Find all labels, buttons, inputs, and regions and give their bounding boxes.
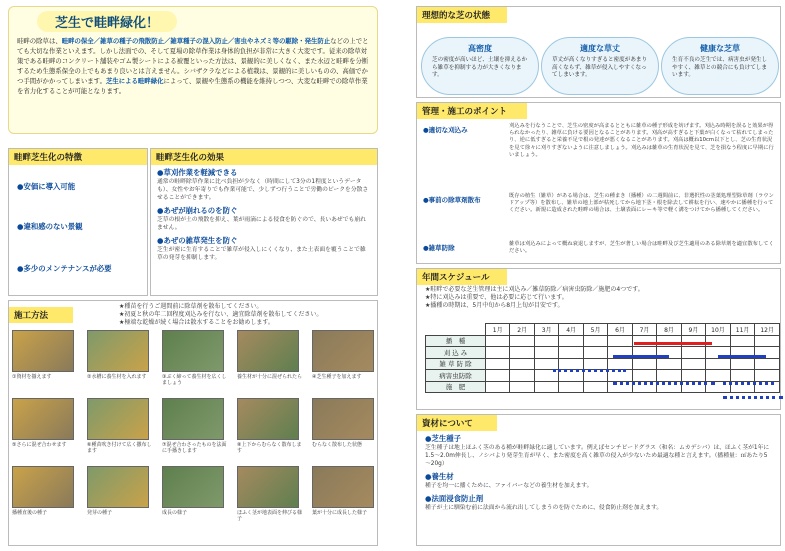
- method-caption: 発芽の種子: [87, 510, 113, 516]
- method-photo: [312, 330, 374, 372]
- month-header: 9月: [681, 324, 705, 336]
- material-text: 種子を均一に播くために、ファイバーなどの養生材を加えます。: [425, 483, 593, 489]
- mgmt-heading: ●雑草防除: [423, 244, 455, 252]
- month-header: 2月: [510, 324, 534, 336]
- method-photo: [87, 466, 149, 508]
- effect-heading: ●あぜの雑草発生を防ぐ: [157, 236, 238, 245]
- effects-title: 畦畔芝生化の効果: [151, 149, 377, 165]
- method-caption: ⑤さらに混ぜ合わせます: [12, 442, 67, 448]
- method-caption: むらなく散布した状態: [312, 442, 363, 448]
- method-caption: ⑦混ぜ合わさったものを法面に手播きします: [162, 442, 227, 454]
- schedule-row-label: 施 肥: [426, 381, 486, 393]
- month-header: 1月: [485, 324, 509, 336]
- method-caption: ④芝生種子を加えます: [312, 374, 362, 380]
- method-caption: 養生材が十分に混ぜられたら: [237, 374, 303, 380]
- feature-item: ●安価に導入可能: [17, 182, 76, 191]
- method-photo: [312, 398, 374, 440]
- material-heading: ●法面浸食防止剤: [425, 494, 484, 503]
- month-header: 12月: [755, 324, 780, 336]
- method-caption: 葉が十分に成長した様子: [312, 510, 368, 516]
- method-photo: [237, 330, 299, 372]
- schedule-row-label: 雑 草 防 除: [426, 358, 486, 370]
- mgmt-title: 管理・施工のポイント: [417, 103, 527, 119]
- schedule-bar: [723, 382, 774, 385]
- month-header: 3月: [534, 324, 558, 336]
- month-header: 4月: [559, 324, 583, 336]
- schedule-card: [416, 268, 781, 410]
- method-photo: [87, 398, 149, 440]
- method-caption: ②水槽に養生材を入れます: [87, 374, 147, 380]
- schedule-bar: [613, 355, 670, 358]
- ideal-item: 健康な芝草 生育不良の芝生では、病害虫が発生しやすく、雑草との競合にも負けてしまいます。: [661, 37, 779, 95]
- method-photo: [12, 330, 74, 372]
- month-header: 8月: [657, 324, 681, 336]
- month-header: 11月: [730, 324, 755, 336]
- method-caption: ③ぶく締って養生材を広くしましょう: [162, 374, 227, 386]
- method-photo: [87, 330, 149, 372]
- effect-text: 芝草の根が土の飛散を抑え、葉が雨滴による侵食を防ぐので、長いあぜでも崩れません。: [157, 217, 366, 231]
- intro-text: 畦畔の除草は、畦畔の保全／雑草の種子の飛散防止／雑草種子の混入防止／害虫やネズミ等の駆除・発生防止などの上でとても大切な作業といえます。しかし法面での、そして夏場の除草作業は身体的負担が非常に大きく大変です。従来の除草対策である畦畔のコンクリート舗装やゴム製シートによる被覆といった方法は、景観的に美しくなく、また水辺と畦畔を分断するため生態系保全の上でもあまり良いとは言えません。シバザクラなどによる植栽は、景観的に美しいものの、高価でかつ手間がかかってしまいます。芝生による畦畔緑化によって、景観や生態系の機能を維持しつつ、大変な畦畔での除草作業を省力化することが可能となります。: [17, 37, 369, 95]
- schedule-row-label: 病害虫防除: [426, 370, 486, 382]
- method-caption: 播種直後の種子: [12, 510, 48, 516]
- month-header: 5月: [583, 324, 607, 336]
- method-caption: ほふく茎が地表面を伸びる様子: [237, 510, 303, 522]
- effect-text: 通常の畦畔除草作業に比べ負担が少なく（時間にして3分の1程度というデータも）、女性やお年寄りでも作業可能で、少しずつ行うことで労働のピークを分散させることができます。: [157, 179, 369, 201]
- mgmt-heading: ●適切な刈込み: [423, 126, 468, 134]
- mgmt-card: [416, 102, 781, 264]
- effect-heading: ●あぜが崩れるのを防ぐ: [157, 206, 238, 215]
- schedule-table-wrap: [425, 323, 780, 393]
- method-notes: ★種苗を行うご週間前に除草剤を散布してください。 ★初夏と秋の年二回程度刈込みを行ない、適宜除草剤を散布してください。 ★極端な乾燥が続く場合は散水することをお勧めします。: [119, 303, 323, 326]
- mgmt-text: 既存の植生（雑草）がある場合は、芝生の種まき（播種）の二週間前に、非選択性の茎葉処理型除草剤（ラウンドアップ等）を散布し、雑草の地上部が枯死してから地下茎・根を除去して耕耘を行い、速やかに播種を行ってください。新規に造成された畦畔の場合は、土壌表面にレーキ等で軽く溝をつけてから播種してください。: [509, 193, 774, 214]
- mgmt-text: 刈込みを行なうことで、芝生の密度が高まるとともに雑草の種子形成を妨げます。刈込み時期を誤ると効果が得られなかったり、雑草に負ける要因となることがあります。刈高が高すぎると下葉が白くなって枯れてしまったり、逆に低すぎると栄養不足で根の発達が悪くなることがあります。刈高は概ね10cm以下とし、芝の生育状況を見て徐々に刈りすぎないように注意しましょう。刈込みは雑草の生育状況を見て、芝を損なう程度に早期に行いましょう。: [509, 123, 774, 158]
- effect-heading: ●草刈作業を軽減できる: [157, 168, 238, 177]
- method-photo: [162, 398, 224, 440]
- method-photo: [162, 330, 224, 372]
- ideal-item: 適度な草丈 草丈が高くなりすぎると密度があまり高くならず、雑草が侵入しやすくなってしまいます。: [541, 37, 659, 95]
- method-photo: [12, 398, 74, 440]
- ideal-card: [416, 6, 781, 98]
- method-title: 施工方法: [9, 307, 73, 323]
- ideal-item: 高密度 芝の密度が高いほど、土壌を抑えるから雑草を抑制する力が大きくなります。: [421, 37, 539, 95]
- effect-text: 芝生が密に生育することで雑草が侵入しにくくなり、また土表面を覆うことで雑草の発芽を抑制します。: [157, 247, 366, 261]
- schedule-bar: [553, 369, 626, 372]
- mgmt-heading: ●事前の除草剤散布: [423, 196, 481, 204]
- features-card: [8, 148, 148, 296]
- intro-panel: [8, 6, 378, 134]
- material-text: 芝生種子は地上ほふく茎のある種が畦畔緑化に適しています。例えばセンチピードグラス（和名：ムカデシバ）は、ほふく茎が1年に1.5～2.0m伸長し、ノシバより発芽生育が早く、また密度を高く雑草の侵入が少ないため最適な種と言えます。（播種量：㎡あたり5～20g）: [425, 445, 770, 467]
- method-caption: ①資材を揃えます: [12, 374, 52, 380]
- schedule-bar: [634, 342, 712, 345]
- schedule-bar: [613, 382, 716, 385]
- material-text: 種子が土に馴染む前に法面から流れ出してしまうのを防ぐために、侵食防止剤を加えます。: [425, 505, 663, 511]
- schedule-bar: [718, 355, 767, 358]
- feature-item: ●多少のメンテナンスが必要: [17, 264, 112, 273]
- schedule-title: 年間スケジュール: [417, 269, 507, 285]
- materials-card: [416, 414, 781, 546]
- material-heading: ●養生材: [425, 472, 454, 481]
- schedule-bar: [723, 396, 782, 399]
- method-photo: [12, 466, 74, 508]
- features-title: 畦畔芝生化の特徴: [9, 149, 147, 165]
- intro-title: 芝生で畦畔緑化！: [37, 11, 177, 32]
- method-photo: [312, 466, 374, 508]
- method-caption: ⑧上下からむらなく散布します: [237, 442, 302, 454]
- effects-card: [150, 148, 378, 296]
- feature-item: ●違和感のない景観: [17, 222, 83, 231]
- schedule-row-label: 刈 込 み: [426, 347, 486, 359]
- ideal-title: 理想的な芝の状態: [417, 7, 507, 23]
- method-photo: [162, 466, 224, 508]
- schedule-notes: ★畦畔で必要な芝生管理は主に刈込み／雑草防除／病害虫防除／施肥の4つです。 ★特に刈込みは重要で、他は必要に応じて行います。 ★播種の時期は、5月中旬から8月上旬が目安です。: [425, 286, 644, 309]
- method-caption: 成長の様子: [162, 510, 188, 516]
- schedule-row-label: 播 種: [426, 335, 486, 347]
- materials-title: 資材について: [417, 415, 497, 431]
- method-caption: ⑥種苗吹き付けて広く撒布します: [87, 442, 152, 454]
- method-photo: [237, 398, 299, 440]
- month-header: 6月: [608, 324, 632, 336]
- month-header: 10月: [706, 324, 731, 336]
- material-heading: ●芝生種子: [425, 434, 462, 443]
- mgmt-text: 雑草は刈込みによって概ね衰退しますが、芝生が著しい場合は畦畔及び芝生適用のある除草剤を適宜散布してください。: [509, 241, 774, 255]
- method-photo: [237, 466, 299, 508]
- month-header: 7月: [632, 324, 656, 336]
